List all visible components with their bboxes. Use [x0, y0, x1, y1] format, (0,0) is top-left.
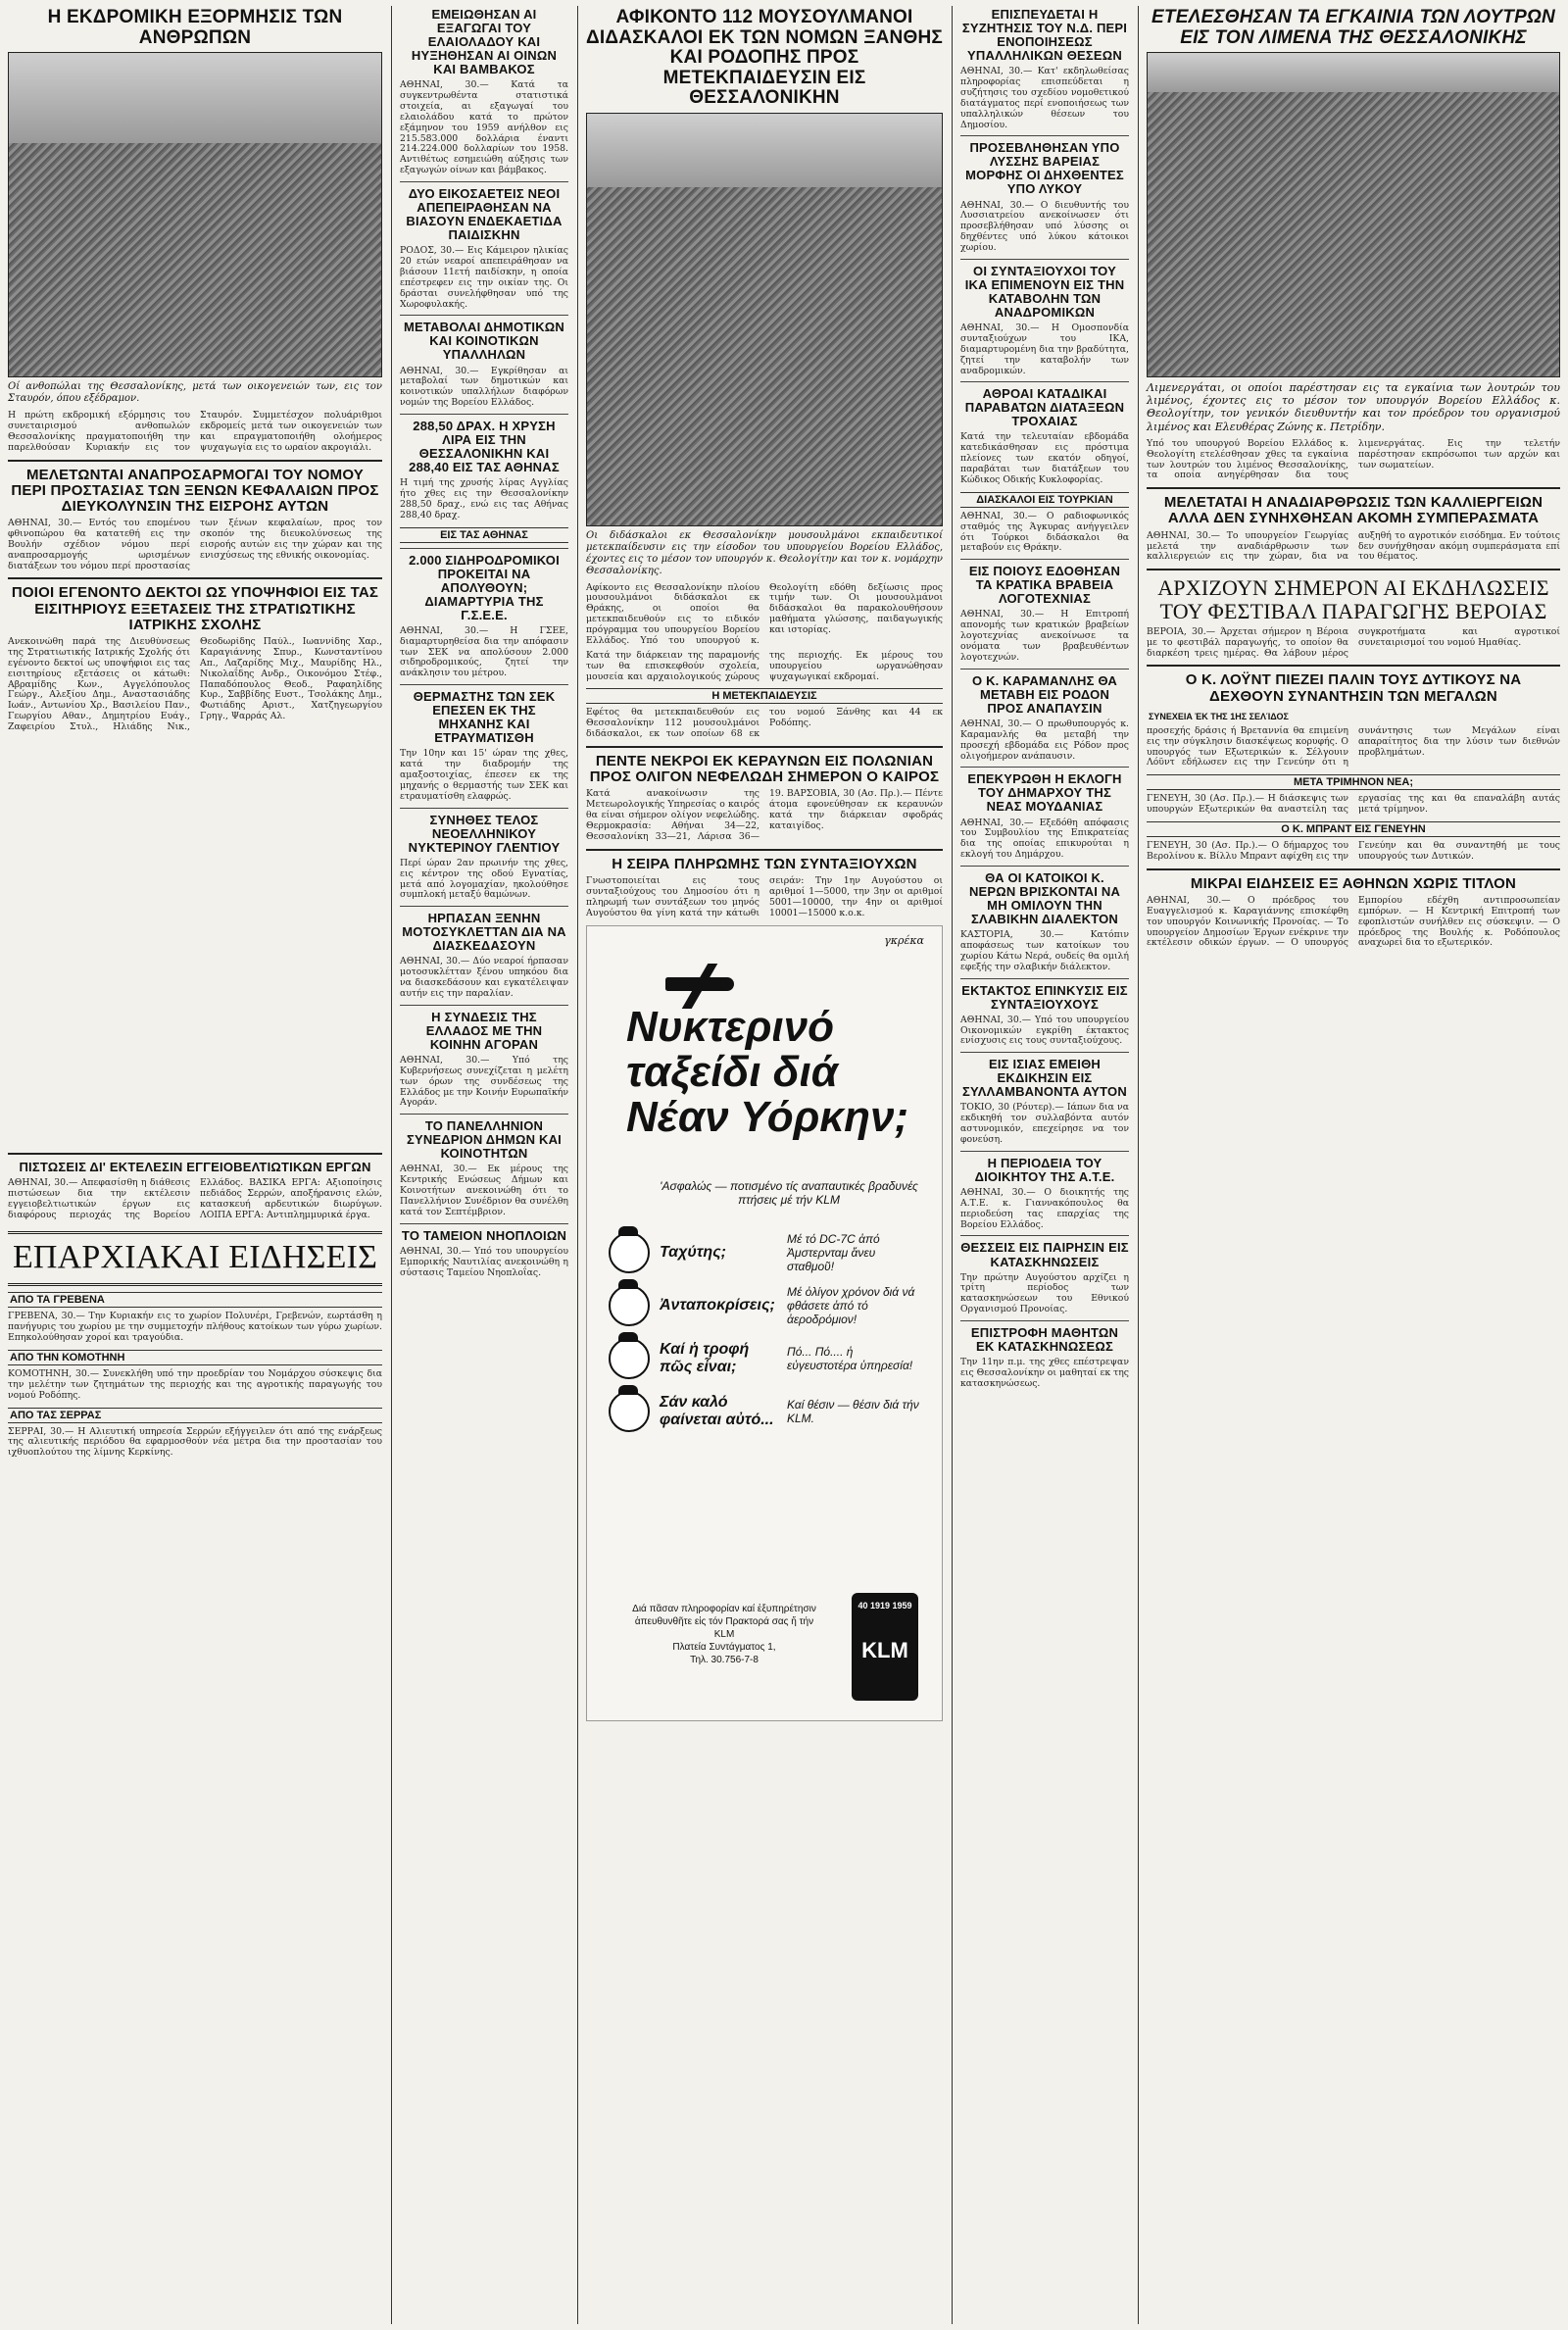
subhead-retraining: Η ΜΕΤΕΚΠΑΙΔΕΥΣΙΣ — [586, 688, 943, 704]
column-1 — [0, 0, 390, 2330]
headline-olive-oil-exports: ΕΜΕΙΩΘΗΣΑΝ ΑΙ ΕΞΑΓΩΓΑΙ ΤΟΥ ΕΛΑΙΟΛΑΔΟΥ ΚΑΙ ΗΥΞΗΘΗΣΑΝ ΑΙ ΟΙΝΩΝ ΚΑΙ ΒΑΜΒΑΚΟΣ — [411, 7, 558, 77]
column-4 — [953, 0, 1137, 2330]
headline-medical-school: ΠΟΙΟΙ ΕΓΕΝΟΝΤΟ ΔΕΚΤΟΙ ΩΣ ΥΠΟΨΗΦΙΟΙ ΕΙΣ ΤΑΣ ΕΙΣΙΤΗΡΙΟΥΣ ΕΞΕΤΑΣΕΙΣ ΤΗΣ ΣΤΡΑΤΙΩΤΙΚΗΣ ΙΑΤΡΙΚΗΣ ΣΧΟΛΗΣ — [11, 584, 379, 633]
stewardess-face-icon — [609, 1391, 650, 1432]
subhead-athens: ΕΙΣ ΤΑΣ ΑΘΗΝΑΣ — [400, 527, 568, 543]
headline-assault-rhodes: ΔΥΟ ΕΙΚΟΣΑΕΤΕΙΣ ΝΕΟΙ ΑΠΕΠΕΙΡΑΘΗΣΑΝ ΝΑ ΒΙΑΣΟΥΝ ΕΝΔΕΚΑΕΤΙΔΑ ΠΑΙΔΙΣΚΗΝ — [406, 186, 563, 243]
article-veria-festival: ΒΕΡΟΙΑ, 30.— Άρχεται σήμερον η Βέροια με το φεστιβάλ παραγωγής, το οποίον θα διαρκέση τρεις ημέρας. Θα λάβουν μέρος συγκροτήματα και αγροτικοί συνεταιρισμοί του νομού Ημαθίας. — [1147, 625, 1560, 659]
article-slavic-dialect: ΚΑΣΤΟΡΙΑ, 30.— Κατόπιν αποφάσεως των κατοίκων του χωρίου Κάτω Νερά, ουδείς θα ομιλή εφεξής την σλαβικήν διάλεκτον. — [960, 929, 1129, 972]
stewardess-face-icon — [609, 1338, 650, 1379]
article-pensioners-payment: Γνωστοποιείται εις τους συνταξιούχους του Δημοσίου ότι η πληρωμή των συντάξεων του μηνός Αυγούστου θα γίνη κατά την κάτωθι σειράν: Την 1ην Αυγούστου οι αριθμοί 1—5000, την 3ην οι αριθμοί 5001—10000, την 4ην οι αριθμοί 10001—15000 κ.ο.κ. — [586, 875, 943, 918]
article-students-return: Την 11ην π.μ. της χθες επέστρεψαν εις Θεσσαλονίκην οι μαθηταί εκ της κατασκηνώσεως. — [960, 1357, 1130, 1389]
column-5 — [1139, 0, 1568, 2330]
headline-shipping-fund: ΤΟ ΤΑΜΕΙΟΝ ΝΗΟΠΛΟΙΩΝ — [401, 1227, 567, 1243]
headline-provincial-news: ΕΠΑΡΧΙΑΚΑΙ ΕΙΔΗΣΕΙΣ — [12, 1238, 378, 1275]
headline-rabies: ΠΡΟΣΕΒΛΗΘΗΣΑΝ ΥΠΟ ΛΥΣΣΗΣ ΒΑΡΕΙΑΣ ΜΟΡΦΗΣ ΟΙ ΔΗΧΘΕΝΤΕΣ ΥΠΟ ΛΥΚΟΥ — [965, 140, 1124, 197]
headline-extra-aid: ΕΚΤΑΚΤΟΣ ΕΠΙΝΚΥΣΙΣ ΕΙΣ ΣΥΝΤΑΞΙΟΥΧΟΥΣ — [961, 982, 1128, 1012]
headline-railway-layoffs: 2.000 ΣΙΔΗΡΟΔΡΟΜΙΚΟΙ ΠΡΟΚΕΙΤΑΙ ΝΑ ΑΠΟΛΥΘΟΥΝ; ΔΙΑΜΑΡΤΥΡΙΑ ΤΗΣ Γ.Σ.Ε.Ε. — [409, 552, 560, 622]
article-gold-sovereign: Η τιμή της χρυσής λίρας Αγγλίας ήτο χθες εις την Θεσσαλονίκην 288,50 δραχ., ενώ εις τας Αθήνας 288,40 δραχ. — [400, 477, 568, 521]
article-ate-tour: ΑΘΗΝΑΙ, 30.— Ο διοικητής της Α.Τ.Ε. κ. Γιαννακόπουλος θα περιοδεύση τας επαρχίας της Βορείου Ελλάδος. — [960, 1186, 1129, 1230]
article-shipping-fund: ΑΘΗΝΑΙ, 30.— Υπό του υπουργείου Εμπορικής Ναυτιλίας ανεκοινώθη η σύστασις Ταμείου Νηοπλοΐας. — [400, 1245, 568, 1278]
article-revenge-japan: ΤΟΚΙΟ, 30 (Ρόυτερ).— Ιάπων δια να εκδικηθή τον συλλαβόντα αυτόν αστυνομικόν, επεχείρησε να τον φονεύση. — [960, 1102, 1129, 1146]
article-stoker-fell: Την 10ην και 15' ώραν της χθες, κατά την διαδρομήν της αμαξοστοιχίας, έπεσεν εκ της μηχανής ο θερμαστής των ΣΕΚ και ετραυματίσθη ελαφρώς. — [400, 748, 568, 802]
photo-muslim-teachers — [586, 113, 943, 526]
article-muslim-teachers: Αφίκοντο εις Θεσσαλονίκην πλοίου μουσουλμάνοι διδάσκαλοι εκ Θράκης, οι οποίοι θα μετεκπαιδευθούν εις το ειδικόν πρόγραμμα του υπουργείου Βορείου Ελλάδος. Υπό του υπουργού κ. Θεολογίτη εδόθη δεξίωσις προς τιμήν των. Οι μουσουλμάνοι διδάσκαλοι θα παρακολουθήσουν μαθήματα γλώσσης, παιδαγωγικής και ιστορίας. — [586, 581, 943, 646]
headline-municipalities-congress: ΤΟ ΠΑΝΕΛΛΗΝΙΟΝ ΣΥΝΕΔΡΙΟΝ ΔΗΜΩΝ ΚΑΙ ΚΟΙΝΟΤΗΤΩΝ — [407, 1118, 562, 1162]
article-grevena: ΓΡΕΒΕΝΑ, 30.— Την Κυριακήν εις το χωρίον Πολυνέρι, Γρεβενών, εωρτάσθη η πανήγυρις του χωρίου με την συμμετοχήν πλήθους κατοίκων των γύρω χωρίων. Επηκολούθησαν χοροί και τραγούδια. — [8, 1311, 382, 1344]
ad-qa-connections — [609, 1285, 924, 1326]
stewardess-face-icon — [609, 1232, 650, 1273]
headline-stolen-motorcycle: ΗΡΠΑΣΑΝ ΞΕΝΗΝ ΜΟΤΟΣΥΚΛΕΤΤΑΝ ΔΙΑ ΝΑ ΔΙΑΣΚΕΔΑΣΟΥΝ — [402, 911, 566, 954]
ad-answer-good: Καί θέσιν — θέσιν διά τήν KLM. — [787, 1397, 919, 1425]
headline-ika-pensioners: ΟΙ ΣΥΝΤΑΞΙΟΥΧΟΙ ΤΟΥ ΙΚΑ ΕΠΙΜΕΝΟΥΝ ΕΙΣ ΤΗΝ ΚΑΤΑΒΟΛΗΝ ΤΩΝ ΑΝΑΔΡΟΜΙΚΩΝ — [964, 263, 1125, 320]
ad-answer-connections: Μέ ὀλίγον χρόνον διά νά φθάσετε ἀπό τό ἀεροδρόμιον! — [787, 1284, 915, 1326]
article-rabies: ΑΘΗΝΑΙ, 30.— Ο διευθυντής του Λυσσιατρείου ανεκοίνωσεν ότι προσεβλήθησαν υπό λύσσης οι δηχθέντες υπό λύκου κάτοικοι χωρίου. — [960, 199, 1129, 253]
headline-night-party: ΣΥΝΗΘΕΣ ΤΕΛΟΣ ΝΕΟΕΛΛΗΝΙΚΟΥ ΝΥΚΤΕΡΙΝΟΥ ΓΛΕΝΤΙΟΥ — [408, 812, 561, 855]
article-railway-layoffs: ΑΘΗΝΑΙ, 30.— Η ΓΣΕΕ, διαμαρτυρηθείσα δια την απόφασιν των ΣΕΚ να απολύσουν 2.000 σιδηροδρομικούς, ζητεί την ανάκλησιν του μέτρου. — [400, 624, 568, 679]
article-lloyd-summit: προσεχής δράσις ή Βρεταννία θα επιμείνη εις την σύγκλησιν διασκέψεως κορυφής. Ο υπουργός των Εξωτερικών κ. Σέλγουιν Λόϋντ εδήλωσεν εις την Γενεύην ότι η συνάντησις των Μεγάλων είναι απαραίτητος δια την λύσιν των διεθνών προβλημάτων. — [1147, 724, 1560, 768]
ad-headline-line2: ταξείδι διά — [626, 1047, 839, 1096]
article-short-news: ΑΘΗΝΑΙ, 30.— Ο πρόεδρος του Ευαγγελισμού κ. Καραγιάννης επισκέφθη τον υπουργόν Κοινωνικής Προνοίας. — Το υπουργείον Δημοσίων Έργων ενέκρινε την εκτέλεσιν οδικών έργων. — Ο υπουργός Εμπορίου εδέχθη αντιπροσωπείαν εμπόρων. — Η Κεντρική Επιτροπή των εφοπλιστών συνήλθεν εις σύσκεψιν. — Ο πρόεδρος της Βουλής κ. Ροδόπουλος αναχωρεί δια το εξωτερικόν. — [1147, 894, 1560, 949]
article-medical-school: Ανεκοινώθη παρά της Διευθύνσεως της Στρατιωτικής Ιατρικής Σχολής ότι εγένοντο δεκτοί ως υποψήφιοι εις τας εισιτηρίους εξετάσεις οι κάτωθι: Αβραμίδης Κων., Αγγελόπουλος Γεώργ., Αλεξίου Δημ., Αναστασιάδης Ιωάν., Αντωνίου Χρ., Βασιλείου Παν., Γεωργίου Αθαν., Δημητρίου Ευάγ., Ζαφειρίου Στυλ., Ηλιάδης Νικ., Θεοδωρίδης Παύλ., Ιωαννίδης Χαρ., Καραγιάννης Σπυρ., Κωνσταντίνου Απ., Λαζαρίδης Μιχ., Μαυρίδης Ηλ., Νικολαΐδης Ανδρ., Οικονόμου Στέφ., Παπαδόπουλος Θεοδ., Ραφαηλίδης Κυρ., Σαββίδης Ευστ., Τσολάκης Δημ., Φωτιάδης Αριστ., Χατζηγεωργίου Γρηγ., Ψαρράς Αλ. — [8, 637, 382, 733]
article-excursion: Η πρώτη εκδρομική εξόρμησις του συνεταιρισμού ανθοπωλών Θεσσαλονίκης πραγματοποιήθη την παρελθούσαν Κυριακήν εις τον Σταυρόν. Συμμετέσχον πολυάριθμοι εκδρομείς μετά των οικογενειών των και επραγματοποιήθη ολοήμερος ψυχαγωγία εις το ωραίον ακρογιάλι. — [8, 410, 382, 453]
klm-logo — [852, 1593, 918, 1701]
column-3 — [578, 0, 951, 2330]
ad-question-speed: Ταχύτης; — [660, 1243, 726, 1261]
article-muslim-teachers-cont: Κατά την διάρκειαν της παραμονής των θα επισκεφθούν σχολεία, μουσεία και αρχαιολογικούς χώρους της περιοχής. Εκ μέρους του υπουργείου ωργανώθησαν ψυχαγωγικαί εκδρομαί. — [586, 649, 943, 682]
article-foreign-capital: ΑΘΗΝΑΙ, 30.— Εντός του επομένου φθινοπώρου θα κατατεθή εις την Βουλήν σχέδιον νόμου περί αναπροσαρμογής ωρισμένων διατάξεων του νόμου περί προστασίας των ξένων κεφαλαίων, προς τον σκοπόν της διευκολύνσεως της εισροής αυτών εις την χώραν και της ενισχύσεως της εθνικής οικονομίας. — [8, 518, 382, 571]
headline-muslim-teachers: ΑΦΙΚΟΝΤΟ 112 ΜΟΥΣΟΥΛΜΑΝΟΙ ΔΙΔΑΣΚΑΛΟΙ ΕΚ ΤΩΝ ΝΟΜΩΝ ΞΑΝΘΗΣ ΚΑΙ ΡΟΔΟΠΗΣ ΠΡΟΣ ΜΕΤΕΚΠΑΙΔΕΥΣΙΝ ΕΙΣ ΘΕΣΣΑΛΟΝΙΚΗΝ — [586, 7, 943, 109]
ad-answer-speed: Μέ τό DC-7C ἀπό Ἀμστερνταμ ἄνευ σταθμοῦ! — [787, 1231, 880, 1273]
ad-signature: γκρέκα — [884, 933, 924, 947]
article-municipalities-congress: ΑΘΗΝΑΙ, 30.— Εκ μέρους της Κεντρικής Ενώσεως Δήμων και Κοινοτήτων ανεκοινώθη ότι το Πανελλήνιον Συνέδριον θα συνέλθη κατά τον Σεπτέμβριον. — [400, 1164, 568, 1217]
headline-civil-posts: ΕΠΙΣΠΕΥΔΕΤΑΙ Η ΣΥΖΗΤΗΣΙΣ ΤΟΥ Ν.Δ. ΠΕΡΙ ΕΝΟΠΟΙΗΣΕΩΣ ΥΠΑΛΛΗΛΙΚΩΝ ΘΕΣΕΩΝ — [961, 7, 1128, 64]
ad-answer-food: Πό... Πό.... ἡ εὐγευστοτέρα ὑπηρεσία! — [787, 1344, 913, 1372]
article-assault-rhodes: ΡΟΔΟΣ, 30.— Εις Κάμειρον ηλικίας 20 ετών νεαροί απεπειράθησαν να βιάσουν 11ετή παιδίσκην, η οποία επέστρεφεν εις την οικίαν της. Οι δράσται συνελήφθησαν υπό της Χωροφυλακής. — [400, 245, 568, 310]
headline-pensioners-payment: Η ΣΕΙΡΑ ΠΛΗΡΩΜΗΣ ΤΩΝ ΣΥΝΤΑΞΙΟΥΧΩΝ — [612, 855, 917, 872]
article-brandt-geneva: ΓΕΝΕΥΗ, 30 (Ασ. Πρ.).— Ο δήμαρχος του Βερολίνου κ. Βίλλυ Μπραντ αφίχθη εις την Γενεύην και θα συναντηθή με τους υπουργούς των Δυτικών. — [1147, 840, 1560, 862]
headline-lightning-poland: ΠΕΝΤΕ ΝΕΚΡΟΙ ΕΚ ΚΕΡΑΥΝΩΝ ΕΙΣ ΠΟΛΩΝΙΑΝ ΠΡΟΣ ΟΛΙΓΟΝ ΝΕΦΕΛΩΔΗ ΣΗΜΕΡΟΝ Ο ΚΑΙΡΟΣ — [589, 753, 940, 786]
subhead-komotini: ΑΠΟ ΤΗΝ ΚΟΜΟΤΗΝΗ — [8, 1350, 382, 1365]
article-camps: Την πρώτην Αυγούστου αρχίζει η τρίτη περίοδος των κατασκηνώσεων του Εθνικού Οργανισμού Προνοίας. — [960, 1271, 1129, 1315]
article-night-party: Περί ώραν 2αν πρωινήν της χθες, εις κέντρον της οδού Εγνατίας, μετά από λογομαχίαν, ηκολούθησε συμπλοκή μεταξύ θαμώνων. — [400, 857, 568, 901]
article-lightning-poland: Κατά ανακοίνωσιν της Μετεωρολογικής Υπηρεσίας ο καιρός θα είναι σήμερον ολίγον νεφελώδης. Θερμοκρασία: Αθήναι 34—22, Θεσσαλονίκη 33—21, Λάρισα 36—19. ΒΑΡΣΟΒΙΑ, 30 (Ασ. Πρ.).— Πέντε άτομα εφονεύθησαν εκ κεραυνών κατά την διάρκειαν σφοδράς καταιγίδος. — [586, 788, 943, 842]
ad-footer-address: Πλατεία Συντάγματος 1, — [672, 1641, 776, 1653]
subhead-brandt-geneva: Ο Κ. ΜΠΡΑΝΤ ΕΙΣ ΓΕΝΕΥΗΝ — [1147, 821, 1560, 837]
headline-stoker-fell: ΘΕΡΜΑΣΤΗΣ ΤΩΝ ΣΕΚ ΕΠΕΣΕΝ ΕΚ ΤΗΣ ΜΗΧΑΝΗΣ ΚΑΙ ΕΤΡΑΥΜΑΤΙΣΘΗ — [413, 689, 556, 746]
photo-port-baths — [1147, 52, 1560, 377]
article-port-baths: Υπό του υπουργού Βορείου Ελλάδος κ. Θεολογίτη ετελέσθησαν χθες τα εγκαίνια των λουτρών του λιμένος Θεσσαλονίκης, τα οποία ανηγέρθησαν δια τους λιμενεργάτας. Εις την τελετήν παρέστησαν εκπρόσωποι των αρχών και των σωματείων. — [1147, 437, 1560, 481]
article-civil-posts: ΑΘΗΝΑΙ, 30.— Κατ' εκδηλωθείσας πληροφορίας επισπεύδεται η συζήτησις του σχεδίου νομοθετικού διατάγματος περί ενοποιήσεως των υπαλληλικών θέσεων του Δημοσίου. — [960, 66, 1129, 130]
photo-florists-excursion — [8, 52, 382, 377]
headline-land-works: ΠΙΣΤΩΣΕΙΣ ΔΙ' ΕΚΤΕΛΕΣΙΝ ΕΓΓΕΙΟΒΕΛΤΙΩΤΙΚΩΝ ΕΡΓΩΝ — [19, 1160, 371, 1175]
ad-question-connections: Ἀνταποκρίσεις; — [660, 1296, 775, 1314]
article-stolen-motorcycle: ΑΘΗΝΑΙ, 30.— Δύο νεαροί ήρπασαν μοτοσυκλέτταν ξένου υπηκόου δια να διασκεδάσουν και εγκατέλειψαν αυτήν εις την παραλίαν. — [400, 956, 568, 999]
headline-slavic-dialect: ΘΑ ΟΙ ΚΑΤΟΙΚΟΙ Κ. ΝΕΡΩΝ ΒΡΙΣΚΟΝΤΑΙ ΝΑ ΜΗ ΟΜΙΛΟΥΝ ΤΗΝ ΣΛΑΒΙΚΗΝ ΔΙΑΛΕΚΤΟΝ — [968, 870, 1121, 927]
ad-footer-phone: Τηλ. 30.756-7-8 — [690, 1654, 759, 1665]
subhead-serres: ΑΠΟ ΤΑΣ ΣΕΡΡΑΣ — [8, 1408, 382, 1423]
article-ika-pensioners: ΑΘΗΝΑΙ, 30.— Η Ομοσπονδία συνταξιούχων του ΙΚΑ, διαμαρτυρομένη δια την βραδύτητα, ζητεί την καταβολήν των αναδρομικών. — [960, 322, 1129, 376]
subhead-grevena: ΑΠΟ ΤΑ ΓΡΕΒΕΝΑ — [8, 1292, 382, 1308]
ad-question-good: Σάν καλό φαίνεται αὐτό... — [660, 1393, 774, 1428]
headline-revenge-japan: ΕΙΣ ΙΣΙΑΣ ΕΜΕΙΘΗ ΕΚΔΙΚΗΣΙΝ ΕΙΣ ΣΥΛΛΑΜΒΑΝΟΝΤΑ ΑΥΤΟΝ — [962, 1057, 1127, 1100]
headline-excursion: Η ΕΚΔΡΟΜΙΚΗ ΕΞΟΡΜΗΣΙΣ ΤΩΝ ΑΝΘΡΩΠΩΝ — [47, 7, 343, 48]
article-serres: ΣΕΡΡΑΙ, 30.— Η Αλιευτική υπηρεσία Σερρών εξήγγειλεν ότι από της ενάρξεως της αλιευτικής περιόδου θα εφαρμοσθούν νέα μέτρα δια την προστασίαν του ιχθυοπλούτου της λίμνης Κερκίνης. — [8, 1425, 382, 1459]
headline-ate-tour: Η ΠΕΡΙΟΔΕΙΑ ΤΟΥ ΔΙΟΙΚΗΤΟΥ ΤΗΣ Α.Τ.Ε. — [974, 1155, 1115, 1184]
klm-logo-text: KLM — [861, 1637, 908, 1662]
headline-mayor-election: ΕΠΕΚΥΡΩΘΗ Η ΕΚΛΟΓΗ ΤΟΥ ΔΗΜΑΡΧΟΥ ΤΗΣ ΝΕΑΣ ΜΟΥΔΑΝΙΑΣ — [967, 771, 1122, 815]
ad-headline-line1: Νυκτερινό — [626, 1002, 834, 1051]
headline-camps: ΘΕΣΣΕΙΣ ΕΙΣ ΠΑΙΡΗΣΙΝ ΕΙΣ ΚΑΤΑΣΚΗΝΩΣΕΙΣ — [960, 1240, 1129, 1269]
article-three-months: ΓΕΝΕΥΗ, 30 (Ασ. Πρ.).— Η διάσκεψις των υπουργών Εξωτερικών θα αναστείλη τας εργασίας της και θα επαναλάβη αυτάς μετά τρίμηνον. — [1147, 793, 1560, 816]
headline-municipal-staff: ΜΕΤΑΒΟΛΑΙ ΔΗΜΟΤΙΚΩΝ ΚΑΙ ΚΟΙΝΟΤΙΚΩΝ ΥΠΑΛΛΗΛΩΝ — [403, 320, 565, 363]
article-olive-oil-exports: ΑΘΗΝΑΙ, 30.— Κατά τα συγκεντρωθέντα στατιστικά στοιχεία, αι εξαγωγαί του ελαιολάδου κατά το πρώτον εξάμηνον του 1959 ανήλθον εις 215.583.000 δολλάρια έναντι 214.224.000 δολλαρίων του 1958. Αντιθέτως εσημειώθη αύξησις των εξαγωγών οίνων και βάμβακος. — [400, 79, 568, 176]
subhead-three-months: ΜΕΤΑ ΤΡΙΜΗΝΟΝ ΝΕΑ; — [1147, 774, 1560, 790]
klm-years: 40 1919 1959 — [858, 1600, 912, 1611]
article-teachers-turkey: ΑΘΗΝΑΙ, 30.— Ο ραδιοφωνικός σταθμός της Άγκυρας ανήγγειλεν ότι Τούρκοι διδάσκαλοι θα μεταβούν εις Θράκην. — [960, 510, 1129, 554]
caption-port-baths: Λιμενεργάται, οι οποίοι παρέστησαν εις τα εγκαίνια των λουτρών του λιμένος, έχοντες εις το μέσον τον υπουργόν Βορείου Ελλάδος κ. Θεολογίτην, τον γενικόν διευθυντήν και τον πρόεδρον του οργανισμού λιμένος και Ελευθέρας Ζώνης κ. Πετρίδην. — [1147, 381, 1560, 433]
caption-florists: Οί ανθοπώλαι της Θεσσαλονίκης, μετά των οικογενειών των, εις τον Σταυρόν, όπου εξέδραμον. — [8, 381, 382, 405]
article-extra-aid: ΑΘΗΝΑΙ, 30.— Υπό του υπουργείου Οικονομικών εγκρίθη έκτακτος ενίσχυσις εις τους συνταξιούχους. — [960, 1014, 1129, 1047]
headline-literature-awards: ΕΙΣ ΠΟΙΟΥΣ ΕΔΟΘΗΣΑΝ ΤΑ ΚΡΑΤΙΚΑ ΒΡΑΒΕΙΑ ΛΟΓΟΤΕΧΝΙΑΣ — [968, 564, 1121, 607]
headline-common-market: Η ΣΥΝΔΕΣΙΣ ΤΗΣ ΕΛΛΑΔΟΣ ΜΕ ΤΗΝ ΚΟΙΝΗΝ ΑΓΟΡΑΝ — [425, 1009, 543, 1052]
ad-intro: 'Ασφαλώς — ποτισμένο τίς αναπαυτικές βραδυνές πτήσεις μέ τήν KLM — [660, 1178, 918, 1207]
stewardess-face-icon — [609, 1285, 650, 1326]
article-land-works: ΑΘΗΝΑΙ, 30.— Απεφασίσθη η διάθεσις πιστώσεων δια την εκτέλεσιν εγγειοβελτιωτικών έργων εις διαφόρους περιοχάς της Βορείου Ελλάδος. ΒΑΣΙΚΑ ΕΡΓΑ: Αξιοποίησις πεδιάδος Σερρών, αποξήρανσις ελών, κατασκευή αρδευτικών διωρύγων. ΛΟΙΠΑ ΕΡΓΑ: Αντιπλημμυρικά έργα. — [8, 1177, 382, 1220]
headline-foreign-capital: ΜΕΛΕΤΩΝΤΑΙ ΑΝΑΠΡΟΣΑΡΜΟΓΑΙ ΤΟΥ ΝΟΜΟΥ ΠΕΡΙ ΠΡΟΣΤΑΣΙΑΣ ΤΩΝ ΞΕΝΩΝ ΚΕΦΑΛΑΙΩΝ ΠΡΟΣ ΔΙΕΥΚΟΛΥΝΣΙΝ ΤΗΣ ΕΙΣΡΟΗΣ ΑΥΤΩΝ — [11, 466, 379, 515]
headline-students-return: ΕΠΙΣΤΡΟΦΗ ΜΑΘΗΤΩΝ ΕΚ ΚΑΤΑΣΚΗΝΩΣΕΩΣ — [970, 1325, 1119, 1355]
article-komotini: ΚΟΜΟΤΗΝΗ, 30.— Συνεκλήθη υπό την προεδρίαν του Νομάρχου σύσκεψις δια την μελέτην των ζητημάτων της περιοχής και της αγροτικής παραγωγής του νομού Ροδόπης. — [8, 1367, 382, 1401]
headline-gold-sovereign: 288,50 ΔΡΑΧ. Η ΧΡΥΣΗ ΛΙΡΑ ΕΙΣ ΤΗΝ ΘΕΣΣΑΛΟΝΙΚΗΝ ΚΑΙ 288,40 ΕΙΣ ΤΑΣ ΑΘΗΝΑΣ — [409, 419, 560, 475]
continuation-label: ΣΥΝΕΧΕΙΑ ἘΚ ΤΗ͂Σ 1ΗΣ ΣΕΛΊΔΟΣ — [1149, 711, 1289, 721]
ad-headline-line3: Νέαν Υόρκην; — [626, 1092, 909, 1141]
article-mayor-election: ΑΘΗΝΑΙ, 30.— Εξεδόθη απόφασις του Συμβουλίου της Επικρατείας δια της οποίας επικυρούται η εκλογή του Δημάρχου. — [960, 817, 1129, 861]
article-retraining: Εφέτος θα μετεκπαιδευθούν εις Θεσσαλονίκην 112 μουσουλμάνοι διδάσκαλοι, εκ των οποίων 68 εκ του νομού Ξάνθης και 44 εκ Ροδόπης. — [586, 707, 943, 740]
article-municipal-staff: ΑΘΗΝΑΙ, 30.— Εγκρίθησαν αι μεταβολαί των δημοτικών και κοινοτικών υπαλλήλων διαφόρων νομών της Βορείου Ελλάδος. — [400, 365, 568, 409]
ad-qa-speed — [609, 1232, 924, 1273]
column-2 — [392, 0, 576, 2330]
article-literature-awards: ΑΘΗΝΑΙ, 30.— Η Επιτροπή απονομής των κρατικών βραβείων λογοτεχνίας ανεκοίνωσε τα ονόματα των βραβευθέντων λογοτεχνών. — [960, 609, 1129, 663]
subhead-teachers-turkey: ΔΙΑΣΚΑΛΟΙ ΕΙΣ ΤΟΥΡΚΙΑΝ — [960, 492, 1129, 508]
ad-qa-good — [609, 1391, 924, 1432]
article-traffic-convictions: Κατά την τελευταίαν εβδομάδα κατεδικάσθησαν εις πρόστιμα πλείονες των εκατόν οδηγοί, παραβάται των διατάξεων του Κώδικος Οδικής Κυκλοφορίας. — [960, 431, 1129, 485]
klm-advertisement — [586, 925, 943, 1721]
headline-veria-festival: ΑΡΧΙΖΟΥΝ ΣΗΜΕΡΟΝ ΑΙ ΕΚΔΗΛΩΣΕΙΣ ΤΟΥ ΦΕΣΤΙΒΑΛ ΠΑΡΑΓΩΓΗΣ ΒΕΡΟΙΑΣ — [1157, 575, 1549, 624]
article-karamanlis-rhodes: ΑΘΗΝΑΙ, 30.— Ο πρωθυπουργός κ. Καραμανλής θα μεταβή την προσεχή εβδομάδα εις Ρόδον προς ολιγοήμερον ανάπαυσιν. — [960, 718, 1129, 762]
ad-footer-info: Διά πᾶσαν πληροφορίαν καί ἐξυπηρέτησιν ἀπευθυνθῆτε εἰς τόν Πρακτορά σας ἤ τήν KLM — [632, 1603, 816, 1640]
ad-question-food: Καί ἡ τροφή πῶς εἶναι; — [660, 1340, 750, 1375]
headline-short-news: ΜΙΚΡΑΙ ΕΙΔΗΣΕΙΣ ΕΞ ΑΘΗΝΩΝ ΧΩΡΙΣ ΤΙΤΛΟΝ — [1190, 874, 1517, 892]
article-common-market: ΑΘΗΝΑΙ, 30.— Υπό της Κυβερνήσεως συνεχίζεται η μελέτη των όρων της συνδέσεως της Ελλάδος με την Κοινήν Ευρωπαϊκήν Αγοράν. — [400, 1054, 568, 1109]
headline-crop-restructuring: ΜΕΛΕΤΑΤΑΙ Η ΑΝΑΔΙΑΡΘΡΩΣΙΣ ΤΩΝ ΚΑΛΛΙΕΡΓΕΙΩΝ ΑΛΛΑ ΔΕΝ ΣΥΝΗΧΘΗΣΑΝ ΑΚΟΜΗ ΣΥΜΠΕΡΑΣΜΑΤΑ — [1163, 494, 1544, 527]
headline-port-baths: ΕΤΕΛΕΣΘΗΣΑΝ ΤΑ ΕΓΚΑΙΝΙΑ ΤΩΝ ΛΟΥΤΡΩΝ ΕΙΣ ΤΟΝ ΛΙΜΕΝΑ ΤΗΣ ΘΕΣΣΑΛΟΝΙΚΗΣ — [1152, 7, 1555, 48]
headline-karamanlis-rhodes: Ο Κ. ΚΑΡΑΜΑΝΛΗΣ ΘΑ ΜΕΤΑΒΗ ΕΙΣ ΡΟΔΟΝ ΠΡΟΣ ΑΝΑΠΑΥΣΙΝ — [971, 672, 1118, 716]
headline-traffic-convictions: ΑΘΡΟΑΙ ΚΑΤΑΔΙΚΑΙ ΠΑΡΑΒΑΤΩΝ ΔΙΑΤΑΞΕΩΝ ΤΡΟΧΑΙΑΣ — [964, 386, 1125, 429]
article-crop-restructuring: ΑΘΗΝΑΙ, 30.— Το υπουργείον Γεωργίας μελετά την αναδιάρθρωσιν των καλλιεργειών εις την χώραν, δια να αυξηθή το αγροτικόν εισόδημα. Εν τούτοις δεν συνήχθησαν ακόμη συμπεράσματα επί του θέματος. — [1147, 529, 1560, 563]
caption-muslim-teachers: Οι διδάσκαλοι εκ Θεσσαλονίκην μουσουλμάνοι εκπαιδευτικοί μετεκπαίδευσιν εις την είσοδον του υπουργείου Βορείου Ελλάδος, έχοντες εις το μέσον τον υπουργόν κ. Θεολογίτην και τον κ. νομάρχην Θεσσαλονίκης. — [586, 529, 943, 576]
ad-qa-food — [609, 1338, 924, 1379]
headline-lloyd-summit: Ο Κ. ΛΟΫΝΤ ΠΙΕΖΕΙ ΠΑΛΙΝ ΤΟΥΣ ΔΥΤΙΚΟΥΣ ΝΑ ΔΕΧΘΟΥΝ ΣΥΝΑΝΤΗΣΙΝ ΤΩΝ ΜΕΓΑΛΩΝ — [1185, 671, 1522, 705]
